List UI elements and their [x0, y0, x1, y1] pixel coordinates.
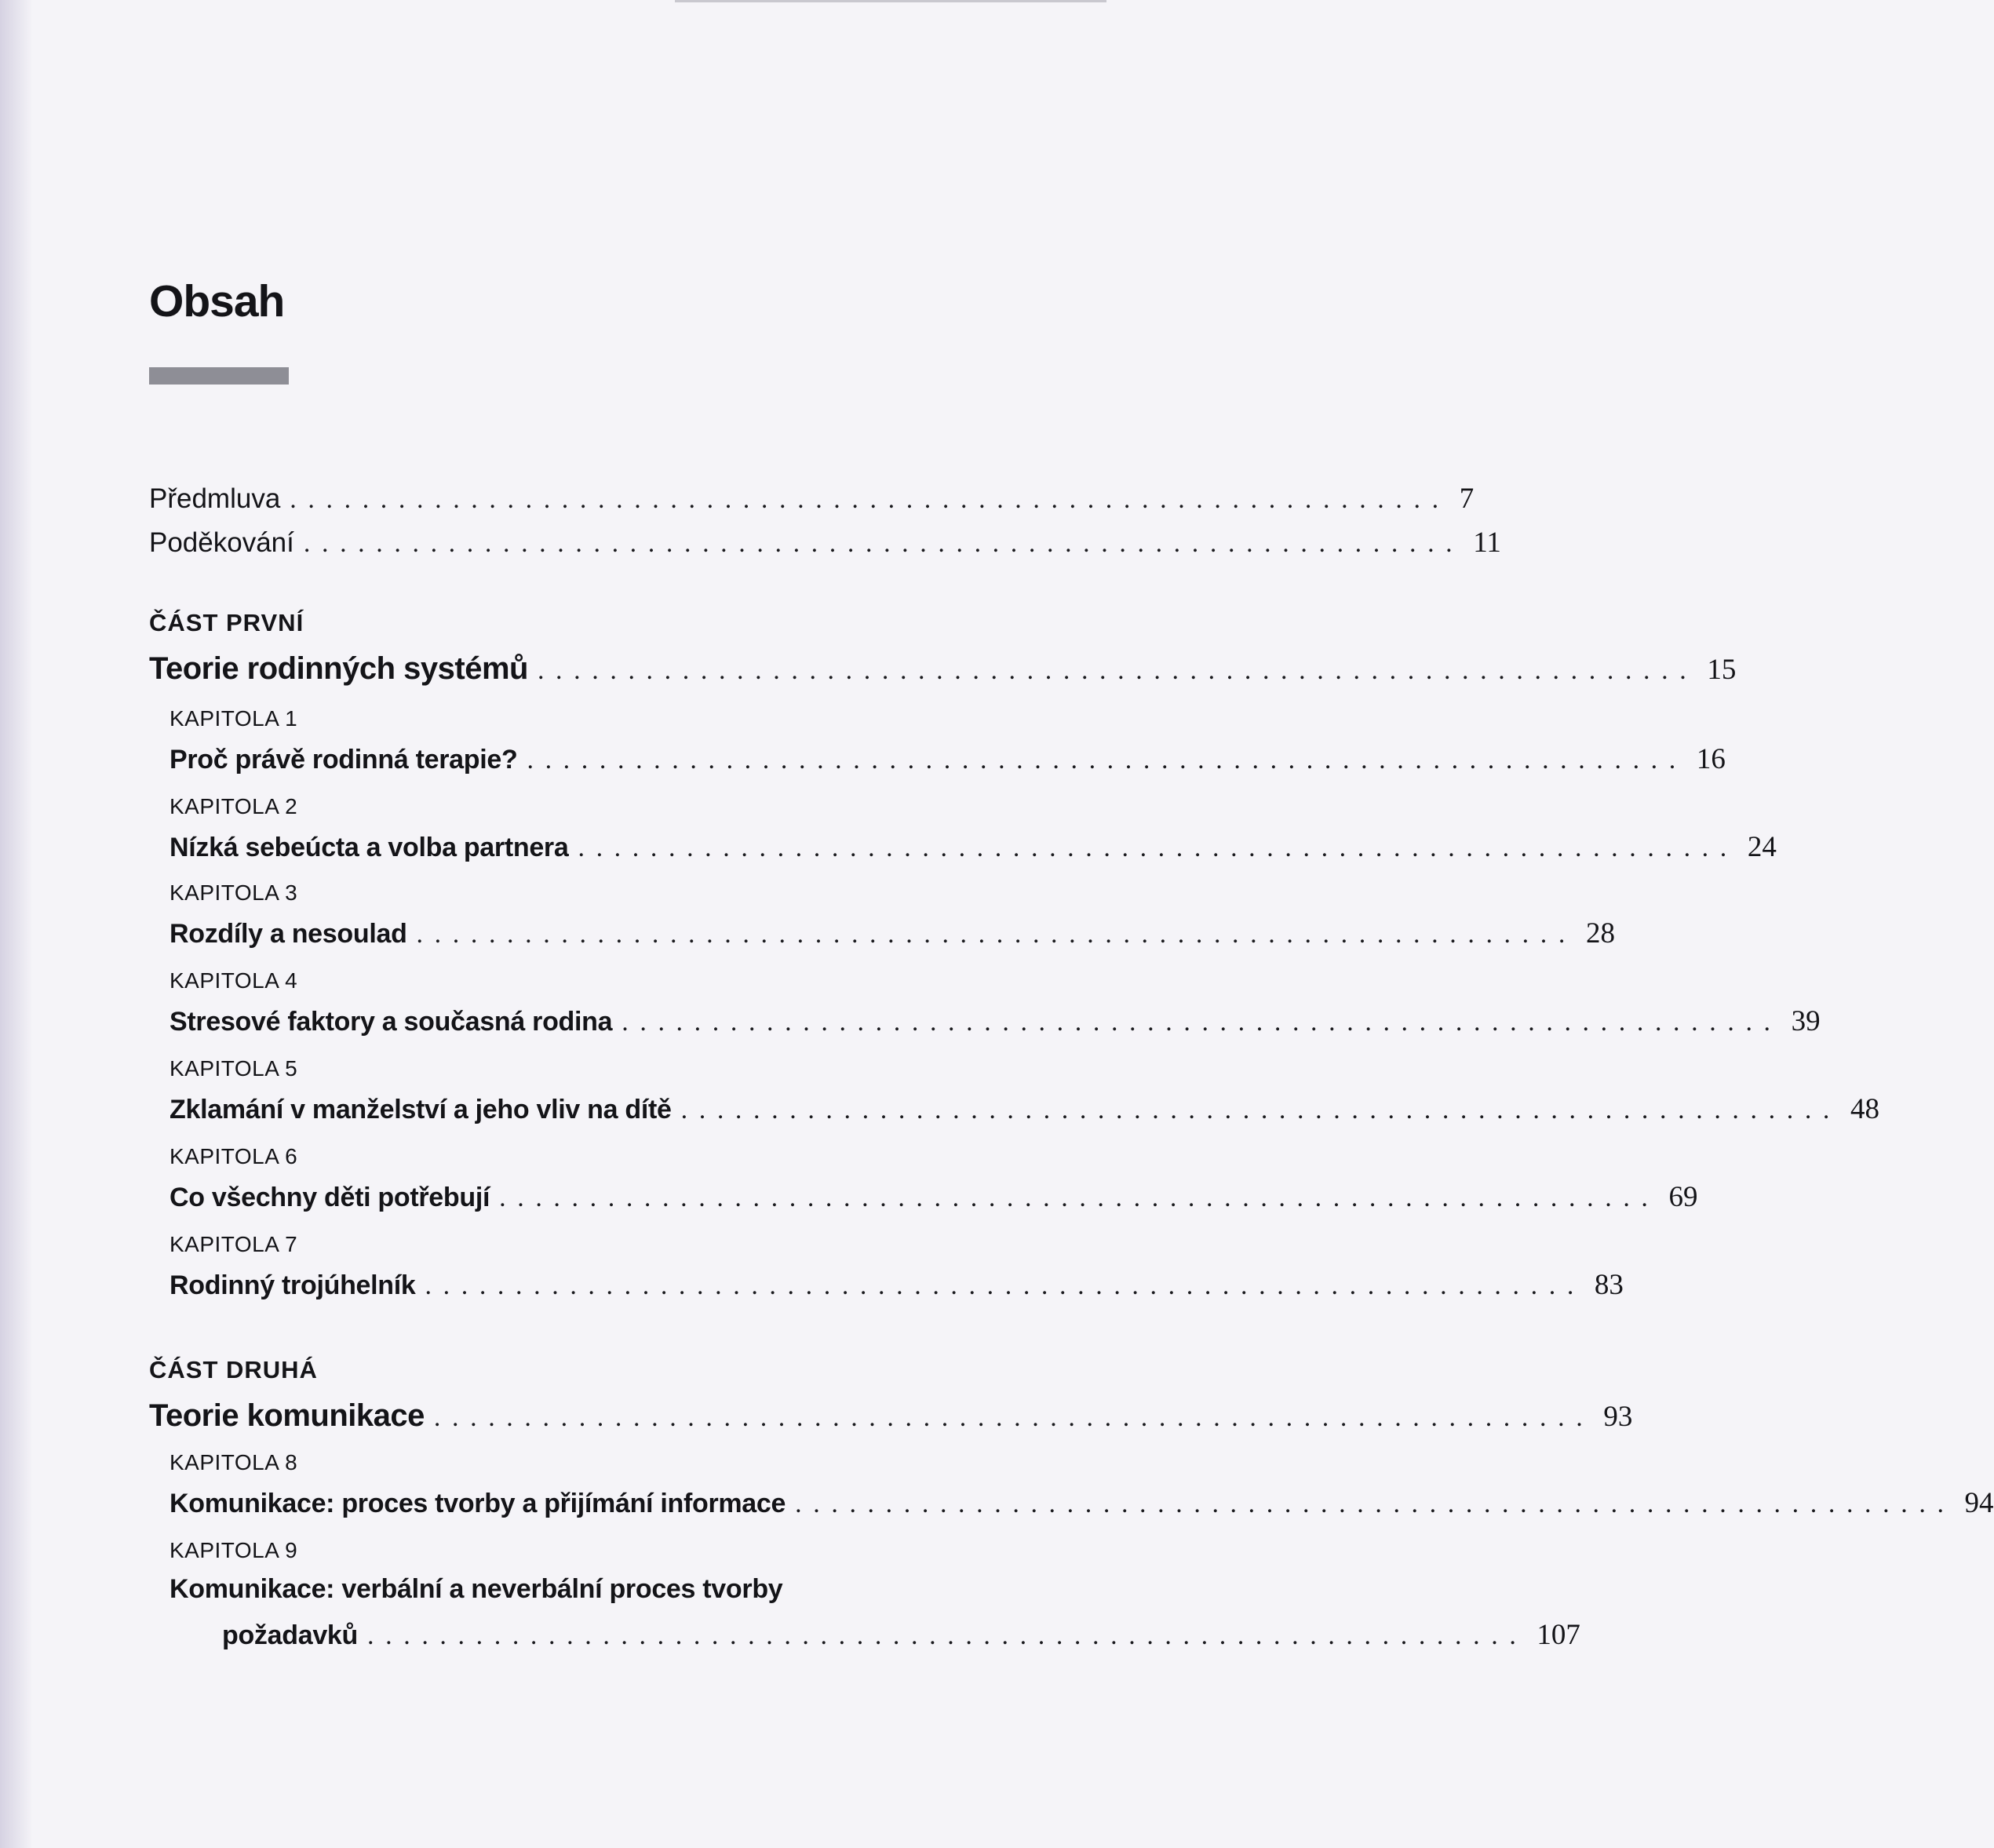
chapter-label-6: KAPITOLA 6: [170, 1144, 298, 1168]
toc-entry-podekovani[interactable]: [149, 526, 1501, 560]
entry-title: Teorie komunikace: [149, 1398, 425, 1433]
page-title: Obsah: [149, 276, 285, 326]
entry-title-continued: požadavků: [222, 1620, 359, 1650]
part-label-2: ČÁST DRUHÁ: [149, 1356, 318, 1383]
entry-title: Stresové faktory a současná rodina: [170, 1007, 613, 1037]
dot-leader: ................................................................: [290, 485, 1450, 514]
page-number: 7: [1459, 483, 1475, 515]
page-number: 94: [1964, 1487, 1994, 1519]
part-label-1: ČÁST PRVNÍ: [149, 609, 304, 636]
toc-entry-part-2[interactable]: [149, 1398, 1633, 1434]
toc-entry-part-1[interactable]: [149, 651, 1737, 687]
dot-leader: ................................................................: [433, 1403, 1595, 1432]
entry-title: Předmluva: [149, 483, 281, 514]
toc-header: [149, 276, 285, 326]
chapter-label-4: KAPITOLA 4: [170, 968, 298, 993]
entry-title: Nízká sebeúcta a volba partnera: [170, 833, 569, 862]
toc-entry-chapter-5[interactable]: [149, 1092, 1880, 1126]
entry-title: Rozdíly a nesoulad: [170, 919, 407, 949]
page-number: 48: [1850, 1093, 1880, 1125]
toc-entry-chapter-1[interactable]: [149, 742, 1726, 776]
entry-title: Rodinný trojúhelník: [170, 1270, 416, 1300]
toc-entry-chapter-2[interactable]: [149, 830, 1777, 864]
chapter-label-2: KAPITOLA 2: [170, 794, 298, 818]
page-number: 93: [1603, 1401, 1633, 1433]
chapter-label-3: KAPITOLA 3: [170, 880, 298, 905]
page-number: 107: [1537, 1619, 1580, 1651]
toc-entry-chapter-4[interactable]: [149, 1004, 1821, 1038]
dot-leader: ................................................................: [795, 1489, 1956, 1518]
toc-entry-predmluva[interactable]: [149, 482, 1475, 516]
dot-leader: ................................................................: [622, 1008, 1782, 1037]
entry-title: Poděkování: [149, 527, 294, 558]
page-number: 24: [1747, 831, 1777, 863]
dot-leader: ................................................................: [578, 833, 1738, 862]
page-number: 39: [1791, 1005, 1821, 1037]
dot-leader: ................................................................: [537, 656, 1698, 685]
entry-title: Komunikace: proces tvorby a přijímání informace: [170, 1489, 786, 1518]
toc-entry-chapter-6[interactable]: [149, 1180, 1698, 1214]
chapter-label-8: KAPITOLA 8: [170, 1450, 298, 1474]
page-number: 16: [1696, 743, 1726, 775]
toc-entry-chapter-3[interactable]: [149, 917, 1615, 950]
page-edge-shadow: [0, 0, 33, 1848]
entry-title: Co všechny děti potřebují: [170, 1183, 490, 1212]
chapter-9-title-line-1[interactable]: Komunikace: verbální a neverbální proces tvorby: [170, 1574, 783, 1604]
entry-title: Proč právě rodinná terapie?: [170, 745, 518, 775]
toc-entry-chapter-9[interactable]: [149, 1618, 1580, 1652]
dot-leader: ................................................................: [527, 745, 1687, 775]
toc-entry-chapter-7[interactable]: [149, 1268, 1624, 1302]
chapter-label-5: KAPITOLA 5: [170, 1056, 298, 1081]
dot-leader: ................................................................: [499, 1183, 1660, 1212]
page-number: 69: [1668, 1181, 1698, 1213]
title-underline-bar: [149, 367, 289, 385]
toc-entry-chapter-8[interactable]: [149, 1486, 1994, 1520]
entry-title: Teorie rodinných systémů: [149, 651, 528, 686]
chapter-label-7: KAPITOLA 7: [170, 1232, 298, 1256]
page-number: 83: [1594, 1269, 1624, 1301]
page-number: 15: [1707, 654, 1737, 686]
page-top-edge: [675, 0, 1106, 2]
dot-leader: ................................................................: [367, 1621, 1528, 1650]
dot-leader: ................................................................: [425, 1271, 1585, 1300]
page-number: 11: [1473, 527, 1501, 559]
chapter-label-9: KAPITOLA 9: [170, 1538, 298, 1562]
entry-title: Zklamání v manželství a jeho vliv na dítě: [170, 1095, 672, 1124]
dot-leader: ................................................................: [680, 1095, 1842, 1124]
dot-leader: ................................................................: [303, 529, 1464, 558]
dot-leader: ................................................................: [416, 920, 1577, 949]
page-number: 28: [1585, 917, 1615, 950]
chapter-label-1: KAPITOLA 1: [170, 706, 298, 731]
